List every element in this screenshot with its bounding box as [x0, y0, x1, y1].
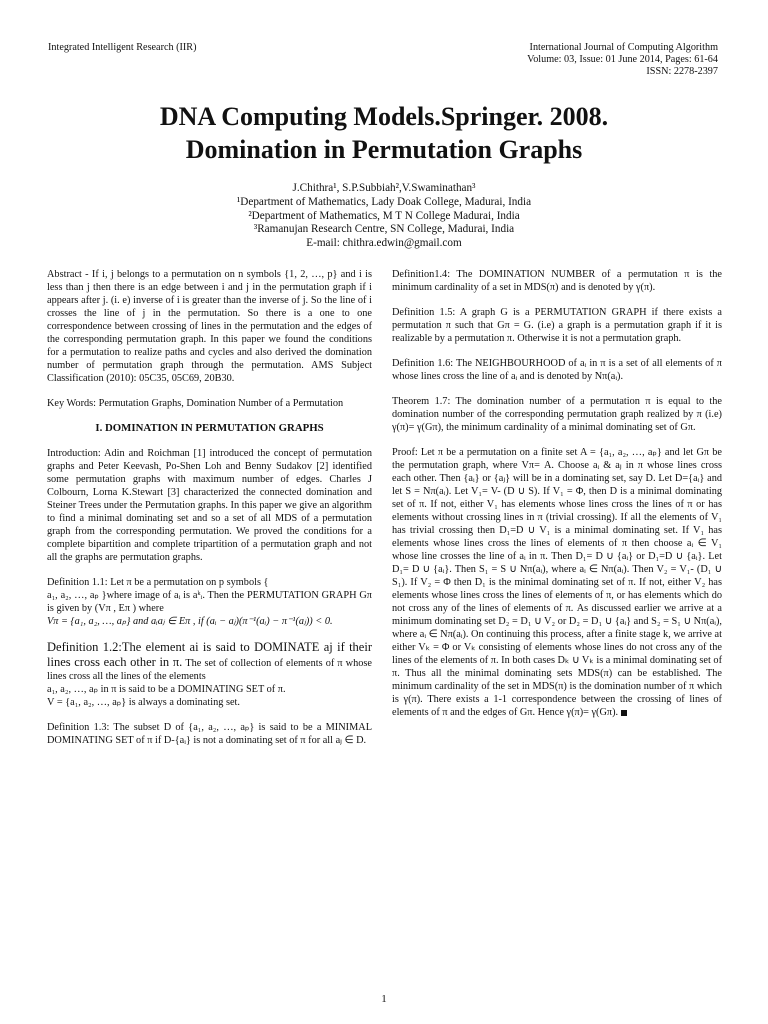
theorem-1-7: Theorem 1.7: The domination number of a permutation π is equal to the domination number of the corresponding permutation graph realized by π (i.e) γ(π)= γ(Gπ), the minimum cardinality of a minimal dominating set of Gπ. [392, 396, 722, 433]
journal-publisher: Integrated Intelligent Research (IIR) [48, 42, 197, 53]
journal-volume: Volume: 03, Issue: 01 June 2014, Pages: 61-64 [527, 54, 718, 66]
author-block [40, 182, 728, 251]
def11-formula: Vπ = {a₁, a₂, …, aₚ} and aᵢaⱼ ∈ Eπ , if (aᵢ − aⱼ)(π⁻¹(aᵢ) − π⁻¹(aⱼ)) < 0. [47, 616, 333, 627]
definition-1-3: Definition 1.3: The subset D of {a₁, a₂, …, aₚ} is said to be a MINIMAL DOMINATING SET of π if D-{aᵢ} is not a dominating set of π for all aⱼ ∈ D. [47, 722, 372, 746]
definition-1-2 [47, 640, 372, 709]
author-names: J.Chithra¹, S.P.Subbiah²,V.Swaminathan³ [292, 182, 476, 194]
def12-text-a: Definition 1.2:The element ai is said to DOMINATE aj if their lines cross each other in π. [47, 640, 372, 669]
title-line-1: DNA Computing Models.Springer. 2008. [159, 102, 609, 131]
definition-1-6: Definition 1.6: The NEIGHBOURHOOD of aᵢ in π is a set of all elements of π whose lines cross the line of aᵢ and is denoted by Nπ(aᵢ). [392, 358, 722, 382]
def12-text-b: The set of collection of elements of π whose lines cross all the lines of the elements [47, 658, 372, 682]
def12-text-d: V = {a₁, a₂, …, aₚ} is always a dominating set. [47, 697, 240, 708]
proof-text: Proof: Let π be a permutation on a finite set A = {a₁, a₂, …, aₚ} and let Gπ be the permutation graph, where Vπ= A. Choose aᵢ & aⱼ in π whose lines cross each other. Then {aᵢ} or {aⱼ} will be in a dominating set, say D. Let D={aᵢ} and let S = Nπ(aᵢ). Let V₁= V- (D ∪ S). If V₁ = Φ, then D is a minimal dominating set of π. If not, either V₁ has elements whose lines cross the lines of π or has elements without crossing lines in π (trivial crossing). If all the elements of V₁ has trivial crossing then D₁=D ∪ V₁ is a minimal dominating set. If V₁ has elements whose lines cross the lines of elements of π then choose aᵢ ∈ V₁ whose line crosses the line of aᵢ in π. Then D₁= D ∪ {aᵢ} or D₁=D ∪ {aᵢ}. Let D₁= D ∪ {aᵢ}. Then S₁ = S ∪ Nπ(aᵢ), where aᵢ ∈ Nπ(aᵢ). Then V₂ = V₁- (D₁ ∪ S₁). If V₂ = Φ then D₁ is the minimal dominating set of π. If not, either V₂ has elements whose lines cross the lines of elements of π, or has elements which do not cross any of the lines of elements of π. As discussed earlier we arrive at a minimum dominating set D₂ = D₁ ∪ V₂ or D₂ = D₁ ∪ {aᵢ} and S₂ = S₁ ∪ Nπ(aᵢ), where aᵢ ∈ Nπ(aᵢ). On continuing this process, after a finite stage k, we arrive at either Vₖ = Φ or Vₖ consisting of elements whose lines do not cross any of the lines of the elements of π. In both cases Dₖ ∪ Vₖ is a minimal dominating set of π. Thus all the minimal dominating sets MDS(π) can be established. The minimum cardinality of the set in MDS(π) is the domination number of π which is γ(π). There exists a 1-1 correspondence between the crossing of lines of elements of π and the edges of Gπ. Hence γ(π)= γ(Gπ). [392, 447, 722, 718]
left-column [47, 268, 372, 759]
affiliation-3: ³Ramanujan Research Centre, SN College, Madurai, India [253, 223, 515, 236]
def11-text-a: Definition 1.1: Let π be a permutation on p symbols { [47, 577, 269, 588]
definition-1-4: Definition1.4: The DOMINATION NUMBER of a permutation π is the minimum cardinality of a set in MDS(π) and is denoted by γ(π). [392, 269, 722, 293]
section-heading: I. DOMINATION IN PERMUTATION GRAPHS [95, 422, 324, 434]
right-column [392, 268, 722, 731]
proof [392, 446, 722, 719]
definition-1-1 [47, 576, 372, 628]
def11-text-b: a₁, a₂, …, aₚ }where image of aᵢ is aᵏᵢ. Then the PERMUTATION GRAPH Gπ is given by (Vπ , Eπ ) where [47, 590, 372, 614]
keywords: Key Words: Permutation Graphs, Domination Number of a Permutation [47, 398, 344, 409]
paper-title [40, 100, 728, 166]
def12-text-c: a₁, a₂, …, aₚ in π is said to be a DOMINATING SET of π. [47, 684, 286, 695]
affiliation-1: ¹Department of Mathematics, Lady Doak College, Madurai, India [236, 195, 532, 208]
author-email: E-mail: chithra.edwin@gmail.com [306, 237, 462, 250]
definition-1-5: Definition 1.5: A graph G is a PERMUTATION GRAPH if there exists a permutation π such that Gπ = G. (i.e) a graph is a permutation graph if it is realizable by a permutation π. Otherwise it is not a permutation graph. [392, 307, 722, 344]
journal-issn: ISSN: 2278-2397 [646, 66, 718, 78]
title-line-2: Domination in Permutation Graphs [185, 135, 583, 164]
page-number: 1 [381, 993, 387, 1005]
introduction: Introduction: Adin and Roichman [1] introduced the concept of permutation graphs and Peter Keevash, Po-Shen Loh and Benny Sudakov [2] identified some permutation graphs with maximum number of edges. Charles J Colbourn, Lorna K.Stewart [3] characterized the connected domination and Steiner Trees under the Permutation graphs. In this paper we give an algorithm to find a minimal dominating set and so a set of all MDS of a permutation graph from the corresponding permutation. We proved the conditions for a complete bipartition and complete tripartition of a permutation graph and not all the graphs are permutation graphs. [47, 448, 372, 563]
qed-icon [621, 710, 627, 716]
abstract: Abstract - If i, j belongs to a permutation on n symbols {1, 2, …, p} and i is less than j then there is an edge between i and j in the permutation graph if i appears after j. (i. e) inverse of i is greater than the inverse of j. So the line of i crosses the line of j in the permutation. So there is a one to one correspondence between crossing of lines in the permutation and the edges of the corresponding permutation graph. In this paper we found the conditions for a permutation to realize paths and cycles and also derived the domination number of permutation graph through the permutation. AMS Subject Classification (2010): 05C35, 05C69, 20B30. [47, 269, 372, 384]
affiliation-2: ²Department of Mathematics, M T N College Madurai, India [248, 209, 520, 222]
journal-info [418, 42, 718, 79]
journal-name: International Journal of Computing Algorithm [529, 42, 718, 53]
